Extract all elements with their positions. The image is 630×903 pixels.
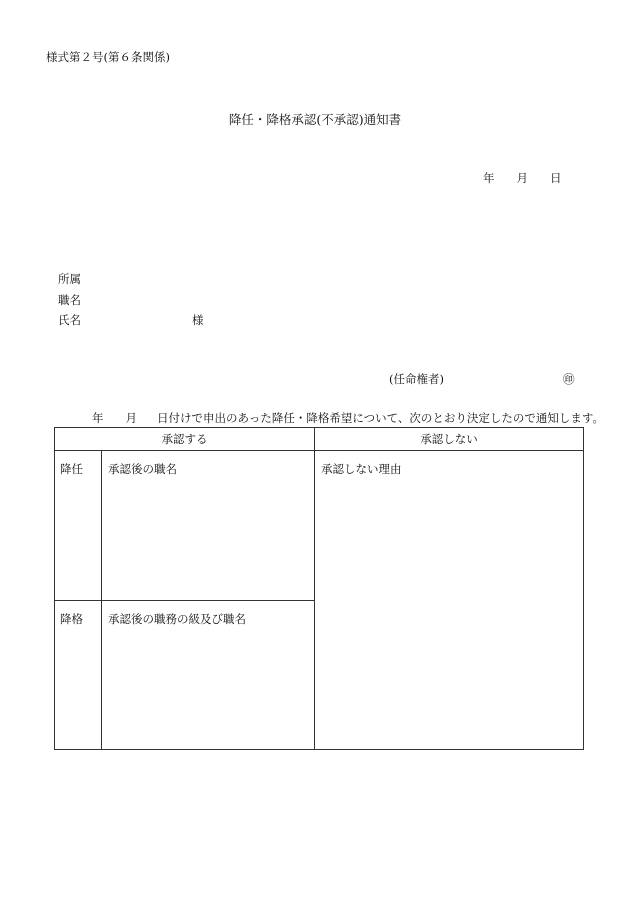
position-label: 職名 [58,293,81,307]
intro-month-label: 月 [125,411,137,425]
table-header-row [55,428,584,451]
intro-sentence [92,410,604,426]
date-year-label: 年 [483,171,495,185]
downgrade-grade-field[interactable]: 承認後の職務の級及び職名 [102,601,315,750]
downgrade-label: 降格 [55,601,102,750]
name-label: 氏名 [58,313,81,327]
disapproval-reason-field[interactable]: 承認しない理由 [315,451,584,750]
affiliation-label: 所属 [58,272,81,286]
demotion-row [55,451,584,601]
approve-header: 承認する [55,428,315,451]
seal-mark: ㊞ [563,372,575,386]
demotion-position-field[interactable]: 承認後の職名 [102,451,315,601]
date-month-label: 月 [516,171,528,185]
honorific-label: 様 [192,313,204,327]
disapprove-header: 承認しない [315,428,584,451]
intro-year-label: 年 [92,411,104,425]
intro-text: 日付けで申出のあった降任・降格希望について、次のとおり決定したので通知します。 [157,411,605,425]
appointer-label: (任命権者) [389,372,444,386]
demotion-label: 降任 [55,451,102,601]
date-line [483,170,562,186]
date-day-label: 日 [550,171,562,185]
form-number: 様式第２号(第６条関係) [46,50,170,64]
decision-table [54,427,584,750]
document-title: 降任・降格承認(不承認)通知書 [228,112,402,127]
